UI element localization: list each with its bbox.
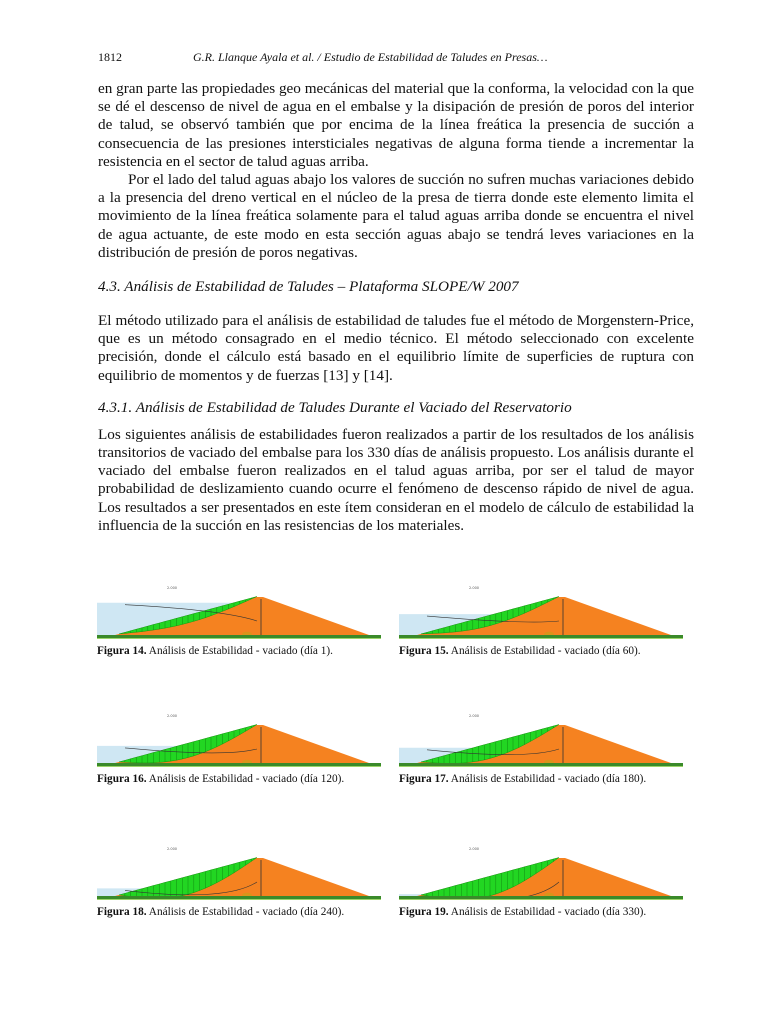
figure-17-label: Figura 17. — [399, 773, 449, 785]
factor-of-safety-label: 2.000 — [469, 586, 480, 590]
figure-16-label: Figura 16. — [97, 773, 147, 785]
figure-18-diagram — [97, 844, 381, 900]
figure-14-caption-text: Análisis de Estabilidad - vaciado (día 1). — [146, 645, 333, 657]
figure-18-label: Figura 18. — [97, 906, 147, 918]
figure-16-caption-text: Análisis de Estabilidad - vaciado (día 120). — [146, 773, 345, 785]
factor-of-safety-label: 2.000 — [167, 714, 178, 718]
paragraph-3: El método utilizado para el análisis de estabilidad de taludes fue el método de Morgenstern-Price, que es un método consagrado en el medio técnico. El método seleccionado con excelente precisión, donde el cálculo está basado en el equilibrio límite de superficies de ruptura con equilibrio de momentos y de fuerzas [13] y [14]. — [98, 312, 694, 384]
figure-14 — [97, 583, 393, 658]
paragraph-4: Los siguientes análisis de estabilidades fueron realizados a partir de los resultados de los análisis transitorios de vaciado del embalse para los 330 días de análisis propuesto. Los análisis durante el vaciado del embalse fueron realizados en el talud aguas arriba, por ser el talud de mayor probabilidad de deslizamiento cuando ocurre el fenómeno de descenso rápido de nivel de agua. Los resultados a ser presentados en este ítem consideran en el modelo de cálculo de estabilidad la influencia de la succión en las resistencias de los materiales. — [98, 425, 694, 534]
paragraph-1: en gran parte las propiedades geo mecánicas del material que la conforma, la velocidad con la que se dé el descenso de nivel de agua en el embalse y la disipación de presión de poros del interior de talud, se observó también que por encima de la línea freática la presencia de succión a consecuencia de las presiones intersticiales negativas de alguna forma tiende a incrementar la resistencia en el sector de talud aguas arriba. — [98, 80, 694, 170]
figure-18-caption-text: Análisis de Estabilidad - vaciado (día 240). — [146, 906, 345, 918]
foundation-ground — [97, 896, 381, 899]
foundation-ground-edge — [97, 638, 381, 639]
paragraph-2: Por el lado del talud aguas abajo los valores de succión no sufren muchas variaciones debido a la presencia del dreno vertical en el núcleo de la presa de tierra donde este elemento limita el movimiento de la línea freática solamente para el talud aguas arriba donde se encuentra el nivel de agua actuante, de este modo en esta sección aguas abajo se tendrá leves variaciones en la distribución de presión de poros negativas. — [98, 171, 694, 261]
foundation-ground — [97, 763, 381, 766]
figure-19-diagram — [399, 844, 683, 900]
figure-17-caption — [399, 773, 695, 786]
body-text — [98, 80, 694, 535]
factor-of-safety-label: 2.000 — [167, 586, 178, 590]
figure-19 — [399, 844, 695, 919]
running-title: G.R. Llanque Ayala et al. / Estudio de Estabilidad de Taludes en Presas… — [193, 50, 548, 64]
foundation-ground-edge — [97, 899, 381, 900]
figure-15-caption — [399, 645, 695, 658]
foundation-ground — [399, 635, 683, 638]
figure-17-diagram — [399, 711, 683, 767]
figure-16 — [97, 711, 393, 786]
figure-18-caption — [97, 906, 393, 919]
figure-16-caption — [97, 773, 393, 786]
figure-15-diagram — [399, 583, 683, 639]
figure-15 — [399, 583, 695, 658]
factor-of-safety-label: 2.000 — [167, 847, 178, 851]
figure-19-caption-text: Análisis de Estabilidad - vaciado (día 330). — [448, 906, 647, 918]
section-heading-4-3: 4.3. Análisis de Estabilidad de Taludes – Plataforma SLOPE/W 2007 — [98, 278, 519, 296]
section-heading-4-3-1: 4.3.1. Análisis de Estabilidad de Taludes Durante el Vaciado del Reservatorio — [98, 398, 572, 416]
foundation-ground-edge — [399, 638, 683, 639]
figure-19-label: Figura 19. — [399, 906, 449, 918]
factor-of-safety-label: 2.000 — [469, 714, 480, 718]
figure-15-caption-text: Análisis de Estabilidad - vaciado (día 60). — [448, 645, 641, 657]
figure-16-diagram — [97, 711, 381, 767]
foundation-ground-edge — [399, 766, 683, 767]
foundation-ground — [97, 635, 381, 638]
figure-19-caption — [399, 906, 695, 919]
foundation-ground-edge — [399, 899, 683, 900]
foundation-ground — [399, 896, 683, 899]
figure-14-diagram — [97, 583, 381, 639]
factor-of-safety-label: 2.000 — [469, 847, 480, 851]
figure-17-caption-text: Análisis de Estabilidad - vaciado (día 180). — [448, 773, 647, 785]
figure-18 — [97, 844, 393, 919]
figure-14-caption — [97, 645, 393, 658]
figure-14-label: Figura 14. — [97, 645, 147, 657]
foundation-ground — [399, 763, 683, 766]
page-number: 1812 — [98, 50, 122, 64]
figure-15-label: Figura 15. — [399, 645, 449, 657]
figure-17 — [399, 711, 695, 786]
foundation-ground-edge — [97, 766, 381, 767]
